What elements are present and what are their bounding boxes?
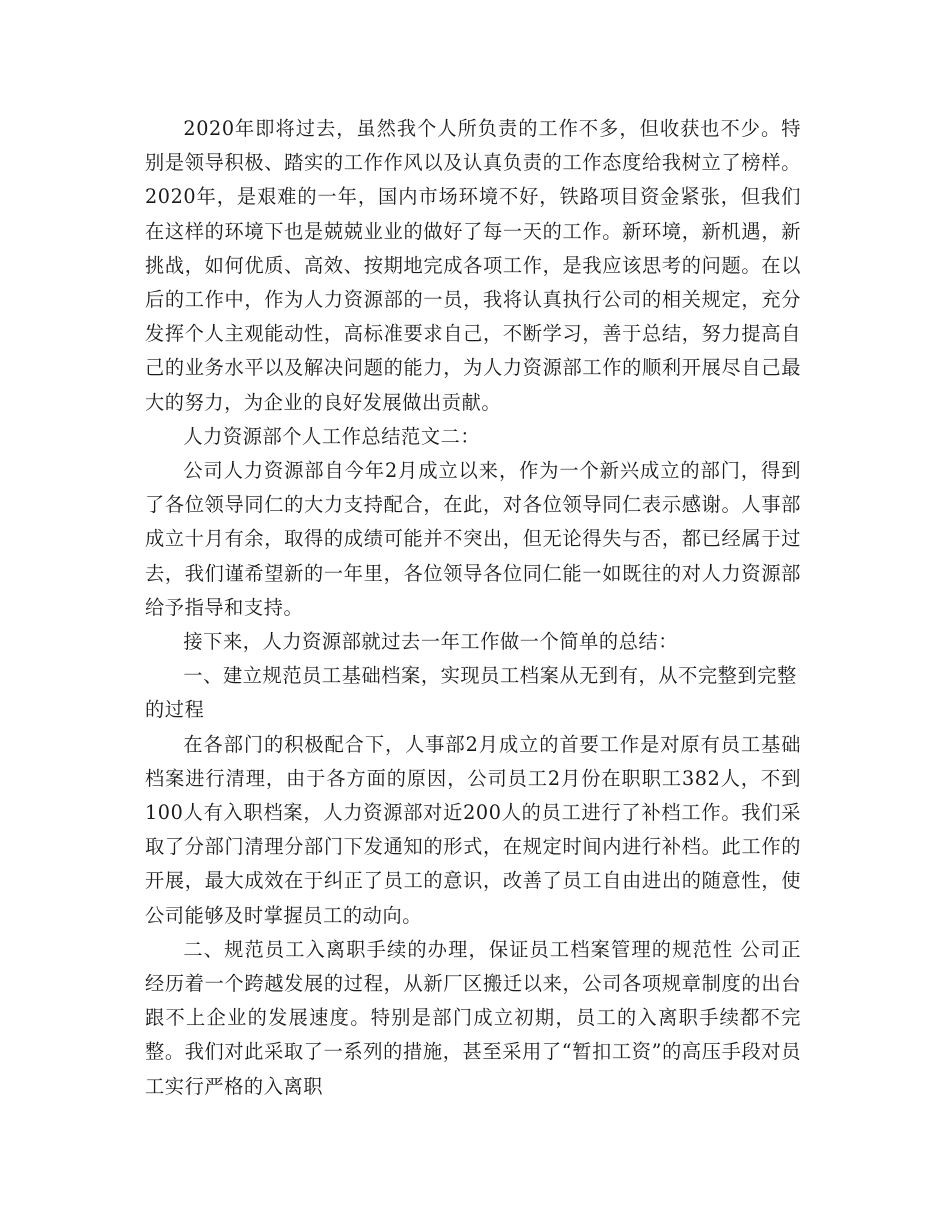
paragraph-department-intro: 公司人力资源部自今年2月成立以来，作为一个新兴成立的部门，得到了各位领导同仁的大力支持配合，在此，对各位领导同仁表示感谢。人事部成立十月有余，取得的成绩可能并不突出，但无论得失与否，都已经属于过去，我们谨希望新的一年里，各位领导各位同仁能一如既往的对人力资源部给予指导和支持。 — [145, 459, 801, 619]
section-title-sample-two: 人力资源部个人工作总结范文二： — [183, 424, 481, 448]
paragraph-item-two: 二、规范员工入离职手续的办理，保证员工档案管理的规范性 公司正经历着一个跨越发展的过程，从新厂区搬迁以来，公司各项规章制度的出台跟不上企业的发展速度。特别是部门成立初期，员工的入离职手续都不完整。我们对此采取了一系列的措施，甚至采用了“暂扣工资”的高压手段对员工实行严格的入离职 — [145, 937, 801, 1098]
paragraph-year-review: 2020年即将过去，虽然我个人所负责的工作不多，但收获也不少。特别是领导积极、踏实的工作作风以及认真负责的工作态度给我树立了榜样。2020年，是艰难的一年，国内市场环境不好，铁路项目资金紧张，但我们在这样的环境下也是兢兢业业的做好了每一天的工作。新环境，新机遇，新挑战，如何优质、高效、按期地完成各项工作，是我应该思考的问题。在以后的工作中，作为人力资源部的一员，我将认真执行公司的相关规定，充分发挥个人主观能动性，高标准要求自己，不断学习，善于总结，努力提高自己的业务水平以及解决问题的能力，为人力资源部工作的顺利开展尽自己最大的努力，为企业的良好发展做出贡献。 — [145, 117, 801, 414]
document-body — [145, 112, 801, 1104]
paragraph-archive-cleanup: 在各部门的积极配合下，人事部2月成立的首要工作是对原有员工基础档案进行清理，由于各方面的原因，公司员工2月份在职职工382人，不到100人有入职档案，人力资源部对近200人的员工进行了补档工作。我们采取了分部门清理分部门下发通知的形式，在规定时间内进行补档。此工作的开展，最大成效在于纠正了员工的意识，改善了员工自由进出的随意性，使公司能够及时掌握员工的动向。 — [145, 732, 801, 927]
paragraph-summary-lead: 接下来，人力资源部就过去一年工作做一个简单的总结： — [183, 630, 679, 654]
heading-item-one: 一、建立规范员工基础档案，实现员工档案从无到有，从不完整到完整的过程 — [145, 664, 797, 722]
